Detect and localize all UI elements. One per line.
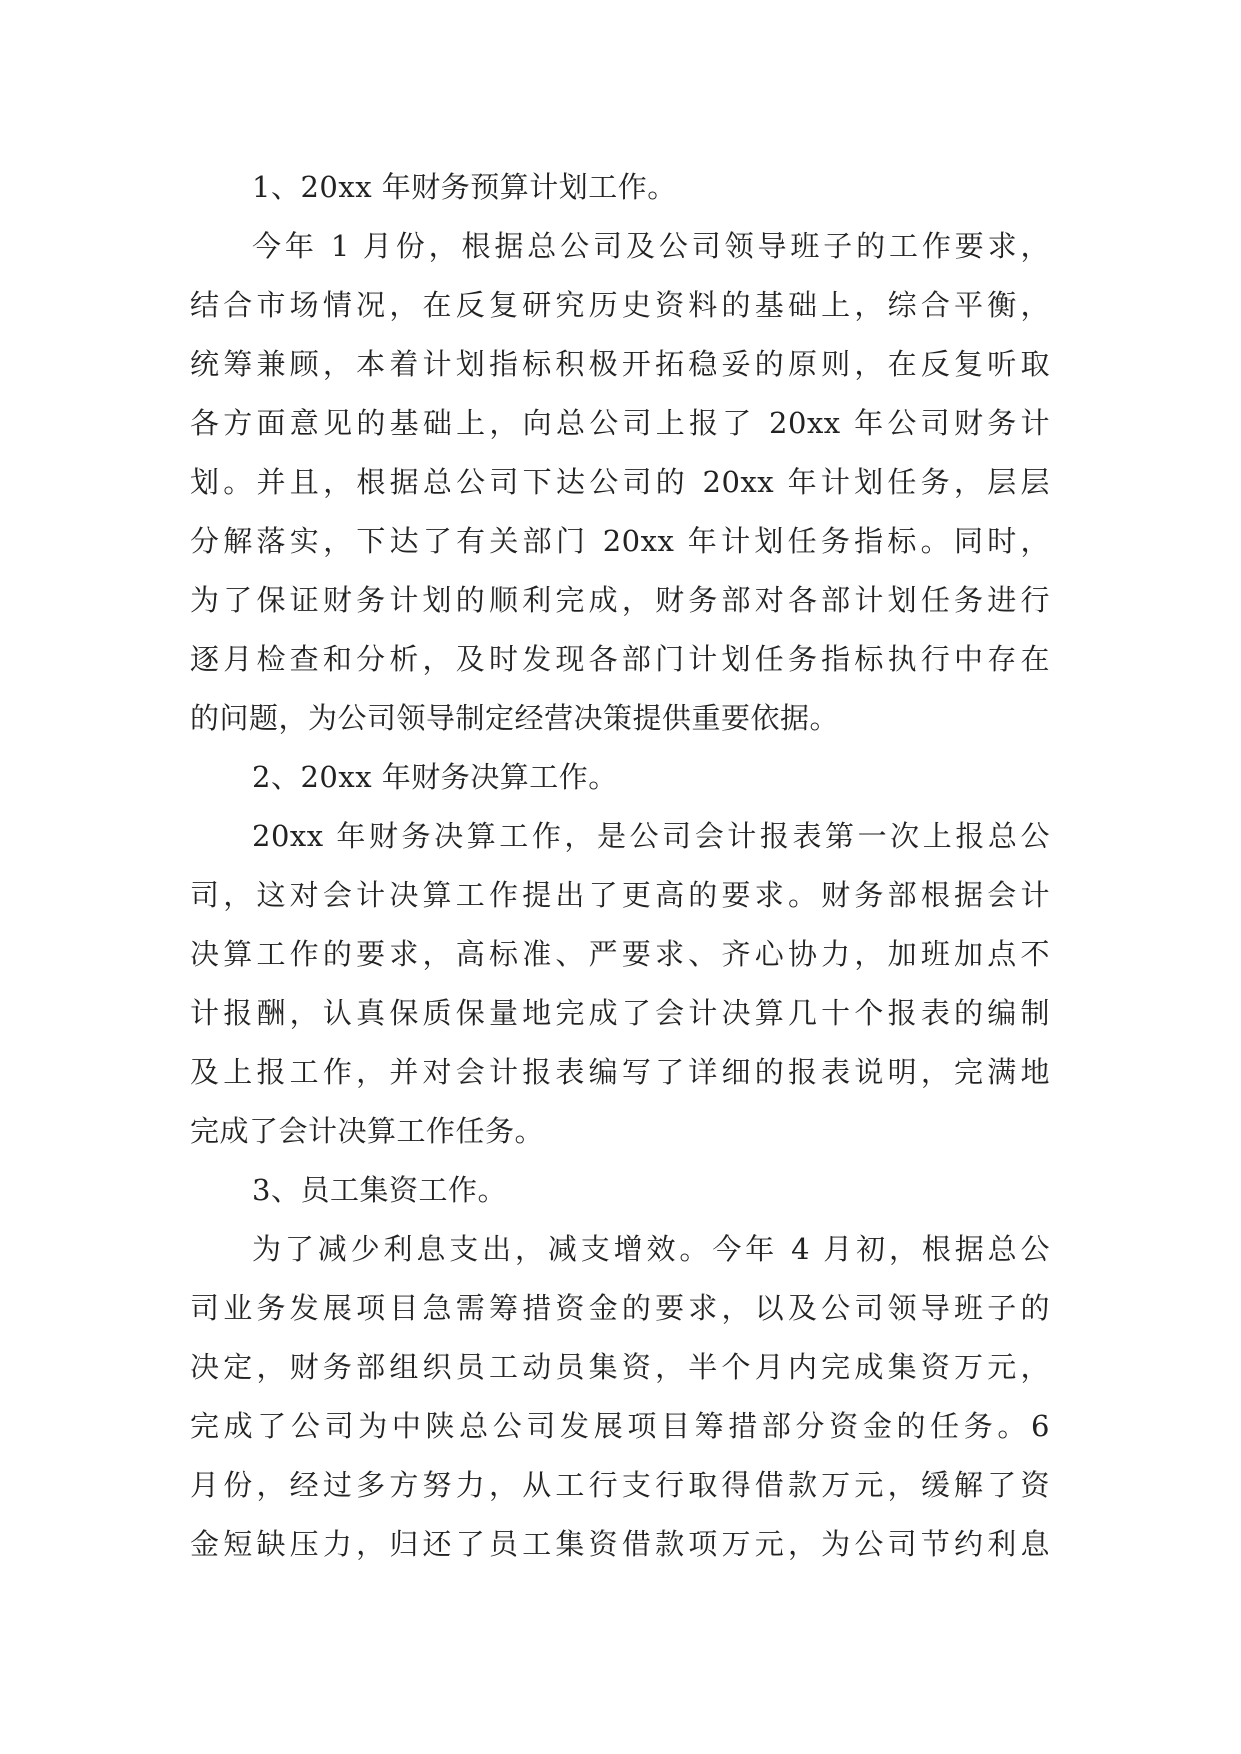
paragraph-line: 今年 1 月份，根据总公司及公司领导班子的工作要求， — [252, 229, 1050, 263]
paragraph-line: 逐月检查和分析，及时发现各部门计划任务指标执行中存在 — [190, 642, 1050, 676]
paragraph-line: 20xx 年财务决算工作，是公司会计报表第一次上报总公 — [252, 819, 1050, 853]
paragraph-line: 结合市场情况，在反复研究历史资料的基础上，综合平衡， — [190, 288, 1050, 322]
paragraph-line: 为了减少利息支出，减支增效。今年 4 月初，根据总公 — [252, 1232, 1050, 1266]
section-heading-2: 2、20xx 年财务决算工作。 — [252, 760, 618, 794]
paragraph-line: 决定，财务部组织员工动员集资，半个月内完成集资万元， — [190, 1350, 1050, 1384]
section-heading-1: 1、20xx 年财务预算计划工作。 — [252, 170, 677, 204]
paragraph-line: 划。并且，根据总公司下达公司的 20xx 年计划任务，层层 — [190, 465, 1050, 499]
paragraph-line: 司业务发展项目急需筹措资金的要求，以及公司领导班子的 — [190, 1291, 1050, 1325]
paragraph-line: 金短缺压力，归还了员工集资借款项万元，为公司节约利息 — [190, 1527, 1050, 1561]
paragraph-line: 决算工作的要求，高标准、严要求、齐心协力，加班加点不 — [190, 937, 1050, 971]
paragraph-line: 统筹兼顾，本着计划指标积极开拓稳妥的原则，在反复听取 — [190, 347, 1050, 381]
paragraph-line: 司，这对会计决算工作提出了更高的要求。财务部根据会计 — [190, 878, 1050, 912]
paragraph-line: 月份，经过多方努力，从工行支行取得借款万元，缓解了资 — [190, 1468, 1050, 1502]
paragraph-line: 完成了会计决算工作任务。 — [190, 1114, 545, 1148]
paragraph-line: 完成了公司为中陕总公司发展项目筹措部分资金的任务。6 — [190, 1409, 1050, 1443]
paragraph-line: 分解落实，下达了有关部门 20xx 年计划任务指标。同时， — [190, 524, 1050, 558]
paragraph-line: 的问题，为公司领导制定经营决策提供重要依据。 — [190, 701, 840, 735]
paragraph-line: 各方面意见的基础上，向总公司上报了 20xx 年公司财务计 — [190, 406, 1050, 440]
paragraph-line: 及上报工作，并对会计报表编写了详细的报表说明，完满地 — [190, 1055, 1050, 1089]
document-body — [190, 158, 1050, 1574]
section-heading-3: 3、员工集资工作。 — [252, 1173, 507, 1207]
paragraph-line: 计报酬，认真保质保量地完成了会计决算几十个报表的编制 — [190, 996, 1050, 1030]
paragraph-line: 为了保证财务计划的顺利完成，财务部对各部计划任务进行 — [190, 583, 1050, 617]
